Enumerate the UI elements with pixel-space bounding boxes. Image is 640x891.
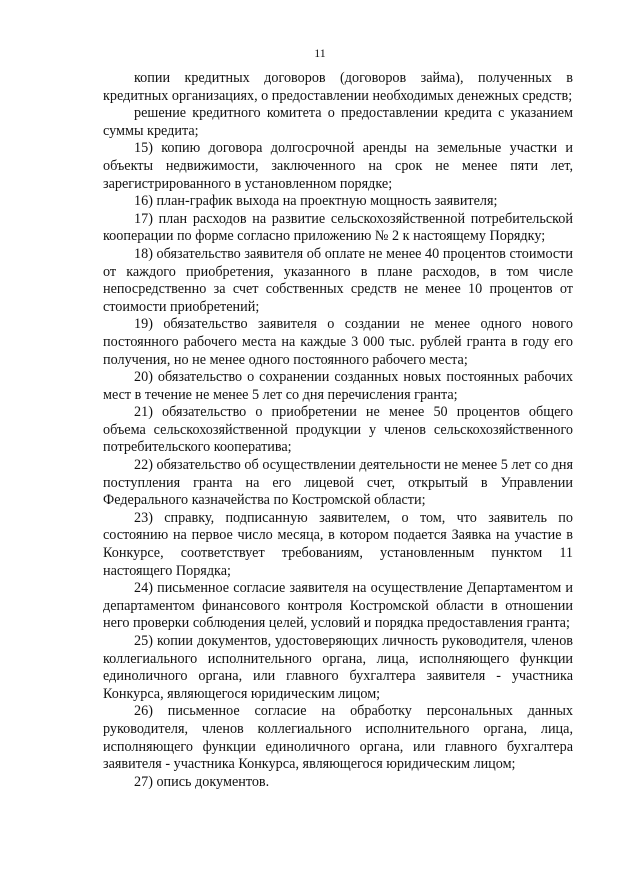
page-number: 11: [314, 46, 326, 60]
paragraph: 26) письменное согласие на обработку персональных данных руководителя, членов коллегиального исполнительного органа, лица, исполняющего функции единоличного органа, или главного бухгалтера заявителя - участника Конкурса, являющегося юридическим лицом;: [103, 703, 573, 773]
paragraph: 24) письменное согласие заявителя на осуществление Департаментом и департаментом финансового контроля Костромской области в отношении него проверки соблюдения целей, условий и порядка предоставления гранта;: [103, 580, 573, 632]
paragraph: 20) обязательство о сохранении созданных новых постоянных рабочих мест в течение не менее 5 лет со дня перечисления гранта;: [103, 369, 573, 403]
document-body: [103, 70, 573, 791]
paragraph: 18) обязательство заявителя об оплате не менее 40 процентов стоимости от каждого приобретения, указанного в плане расходов, в том числе непосредственно за счет собственных средств не менее 10 процентов от стоимости приобретений;: [103, 245, 573, 315]
paragraph: копии кредитных договоров (договоров займа), полученных в кредитных организациях, о предоставлении необходимых денежных средств;: [103, 70, 573, 104]
paragraph: 27) опись документов.: [134, 773, 270, 790]
paragraph: 19) обязательство заявителя о создании не менее одного нового постоянного рабочего места на каждые 3 000 тыс. рублей гранта в году его получения, но не менее одного постоянного рабочего места;: [103, 316, 573, 368]
paragraph: 22) обязательство об осуществлении деятельности не менее 5 лет со дня поступления гранта на его лицевой счет, открытый в Управлении Федерального казначейства по Костромской области;: [103, 457, 573, 509]
paragraph: 17) план расходов на развитие сельскохозяйственной потребительской кооперации по форме согласно приложению № 2 к настоящему Порядку;: [103, 210, 573, 245]
paragraph: 23) справку, подписанную заявителем, о том, что заявитель по состоянию на первое число месяца, в котором подается Заявка на участие в Конкурсе, соответствует требованиям, установленным пунктом 11 настоящего Порядка;: [103, 509, 573, 579]
paragraph: 21) обязательство о приобретении не менее 50 процентов общего объема сельскохозяйственной продукции у членов сельскохозяйственного потребительского кооператива;: [103, 404, 573, 456]
paragraph: 15) копию договора долгосрочной аренды на земельные участки и объекты недвижимости, заключенного на срок не менее пяти лет, зарегистрированного в установленном порядке;: [103, 140, 573, 192]
paragraph: 16) план-график выхода на проектную мощность заявителя;: [134, 193, 498, 210]
paragraph: решение кредитного комитета о предоставлении кредита с указанием суммы кредита;: [103, 105, 573, 139]
paragraph: 25) копии документов, удостоверяющих личность руководителя, членов коллегиального исполнительного органа, лица, исполняющего функции единоличного органа, или главного бухгалтера заявителя - участника Конкурса, являющегося юридическим лицом;: [103, 633, 573, 702]
